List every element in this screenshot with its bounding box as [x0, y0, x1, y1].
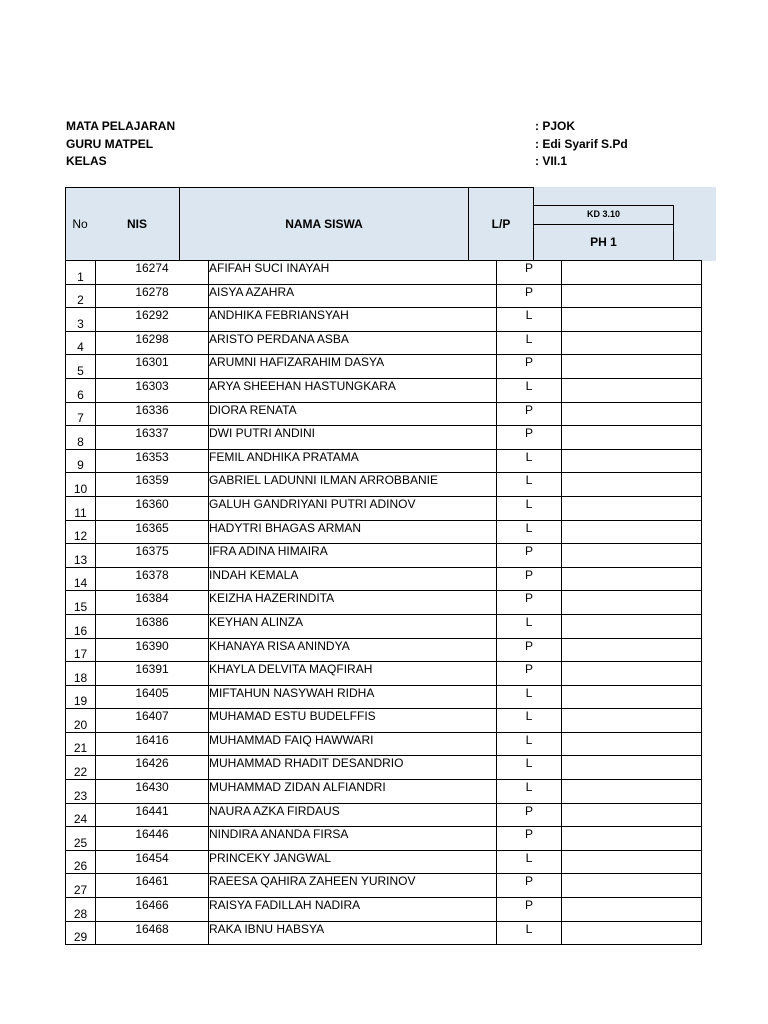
- ph1-score-cell[interactable]: [562, 261, 702, 285]
- nis-cell: 16336: [96, 402, 209, 426]
- student-name-cell: MUHAMAD ESTU BUDELFFIS: [209, 709, 497, 733]
- table-row: [66, 544, 702, 568]
- student-name-cell: ANDHIKA FEBRIANSYAH: [209, 308, 497, 332]
- table-row: [66, 308, 702, 332]
- row-number-cell: 28: [66, 898, 96, 922]
- student-name-cell: GALUH GANDRIYANI PUTRI ADINOV: [209, 496, 497, 520]
- gender-cell: L: [497, 850, 562, 874]
- row-number-cell: 13: [66, 544, 96, 568]
- ph1-score-cell[interactable]: [562, 473, 702, 497]
- row-number-cell: 16: [66, 614, 96, 638]
- table-row: [66, 614, 702, 638]
- row-number-cell: 3: [66, 308, 96, 332]
- row-number-cell: 27: [66, 874, 96, 898]
- row-number-cell: 1: [66, 261, 96, 285]
- student-name-cell: MUHAMMAD FAIQ HAWWARI: [209, 732, 497, 756]
- table-row: [66, 874, 702, 898]
- table-row: [66, 662, 702, 686]
- row-number-cell: 4: [66, 331, 96, 355]
- row-number-cell: 14: [66, 567, 96, 591]
- ph1-score-cell[interactable]: [562, 449, 702, 473]
- teacher-label: GURU MATPEL: [66, 136, 154, 151]
- nis-cell: 16430: [96, 780, 209, 804]
- table-row: [66, 827, 702, 851]
- ph1-score-cell[interactable]: [562, 780, 702, 804]
- table-row: [66, 803, 702, 827]
- gender-cell: P: [497, 567, 562, 591]
- gender-cell: P: [497, 803, 562, 827]
- gender-cell: L: [497, 685, 562, 709]
- header-nis-label: NIS: [126, 217, 147, 231]
- table-row: [66, 331, 702, 355]
- table-row: [66, 591, 702, 615]
- table-row: [66, 449, 702, 473]
- teacher-row: [66, 136, 666, 154]
- student-name-cell: AFIFAH SUCI INAYAH: [209, 261, 497, 285]
- nis-cell: 16365: [96, 520, 209, 544]
- ph1-score-cell[interactable]: [562, 378, 702, 402]
- nis-cell: 16274: [96, 261, 209, 285]
- ph1-score-cell[interactable]: [562, 284, 702, 308]
- table-row: [66, 426, 702, 450]
- gender-cell: P: [497, 827, 562, 851]
- gender-cell: P: [497, 591, 562, 615]
- gender-cell: L: [497, 308, 562, 332]
- table-row: [66, 685, 702, 709]
- row-number-cell: 12: [66, 520, 96, 544]
- nis-cell: 16441: [96, 803, 209, 827]
- ph1-score-cell[interactable]: [562, 331, 702, 355]
- student-name-cell: RAKA IBNU HABSYA: [209, 921, 497, 945]
- nis-cell: 16301: [96, 355, 209, 379]
- student-name-cell: KEYHAN ALINZA: [209, 614, 497, 638]
- gender-cell: P: [497, 544, 562, 568]
- ph1-score-cell[interactable]: [562, 426, 702, 450]
- row-number-cell: 5: [66, 355, 96, 379]
- row-number-cell: 7: [66, 402, 96, 426]
- nis-cell: 16298: [96, 331, 209, 355]
- student-name-cell: IFRA ADINA HIMAIRA: [209, 544, 497, 568]
- nis-cell: 16454: [96, 850, 209, 874]
- ph1-score-cell[interactable]: [562, 402, 702, 426]
- subject-value: : PJOK: [535, 119, 576, 133]
- ph1-score-cell[interactable]: [562, 732, 702, 756]
- row-number-cell: 22: [66, 756, 96, 780]
- row-number-cell: 25: [66, 827, 96, 851]
- nis-cell: 16360: [96, 496, 209, 520]
- table-row: [66, 496, 702, 520]
- student-name-cell: NINDIRA ANANDA FIRSA: [209, 827, 497, 851]
- ph1-score-cell[interactable]: [562, 709, 702, 733]
- table-row: [66, 567, 702, 591]
- header-name-label: NAMA SISWA: [285, 217, 363, 231]
- row-number-cell: 17: [66, 638, 96, 662]
- row-number-cell: 23: [66, 780, 96, 804]
- ph1-score-cell[interactable]: [562, 756, 702, 780]
- header-kd-label: KD 3.10: [586, 209, 621, 219]
- table-row: [66, 898, 702, 922]
- subject-label: MATA PELAJARAN: [66, 119, 176, 133]
- ph1-score-cell[interactable]: [562, 355, 702, 379]
- nis-cell: 16384: [96, 591, 209, 615]
- gender-cell: P: [497, 426, 562, 450]
- nis-cell: 16359: [96, 473, 209, 497]
- header-ph: [533, 224, 674, 261]
- header-ph-label: PH 1: [590, 235, 617, 249]
- table-row: [66, 520, 702, 544]
- table-row: [66, 638, 702, 662]
- student-name-cell: HADYTRI BHAGAS ARMAN: [209, 520, 497, 544]
- nis-cell: 16378: [96, 567, 209, 591]
- nis-cell: 16466: [96, 898, 209, 922]
- nis-cell: 16386: [96, 614, 209, 638]
- header-gender: [468, 187, 534, 261]
- gender-cell: L: [497, 709, 562, 733]
- ph1-score-cell[interactable]: [562, 638, 702, 662]
- table-row: [66, 261, 702, 285]
- nis-cell: 16375: [96, 544, 209, 568]
- student-name-cell: DWI PUTRI ANDINI: [209, 426, 497, 450]
- nis-cell: 16391: [96, 662, 209, 686]
- gender-cell: L: [497, 496, 562, 520]
- subject-row: [66, 118, 666, 136]
- ph1-score-cell[interactable]: [562, 850, 702, 874]
- nis-cell: 16390: [96, 638, 209, 662]
- student-name-cell: MIFTAHUN NASYWAH RIDHA: [209, 685, 497, 709]
- gender-cell: P: [497, 874, 562, 898]
- row-number-cell: 21: [66, 732, 96, 756]
- nis-cell: 16405: [96, 685, 209, 709]
- gender-cell: L: [497, 780, 562, 804]
- gender-cell: P: [497, 898, 562, 922]
- row-number-cell: 18: [66, 662, 96, 686]
- gender-cell: P: [497, 355, 562, 379]
- ph1-score-cell[interactable]: [562, 308, 702, 332]
- gender-cell: P: [497, 638, 562, 662]
- row-number-cell: 8: [66, 426, 96, 450]
- ph1-score-cell[interactable]: [562, 685, 702, 709]
- header-name: [179, 187, 469, 261]
- student-name-cell: ARISTO PERDANA ASBA: [209, 331, 497, 355]
- table-row: [66, 473, 702, 497]
- header-kd: [533, 205, 674, 225]
- gender-cell: L: [497, 614, 562, 638]
- nis-cell: 16407: [96, 709, 209, 733]
- table-row: [66, 780, 702, 804]
- table-row: [66, 355, 702, 379]
- student-table: [65, 260, 702, 945]
- student-table-body: [66, 261, 702, 945]
- row-number-cell: 24: [66, 803, 96, 827]
- student-name-cell: AISYA AZAHRA: [209, 284, 497, 308]
- row-number-cell: 26: [66, 850, 96, 874]
- ph1-score-cell[interactable]: [562, 921, 702, 945]
- gender-cell: P: [497, 261, 562, 285]
- nis-cell: 16337: [96, 426, 209, 450]
- table-row: [66, 709, 702, 733]
- nis-cell: 16446: [96, 827, 209, 851]
- header-nis: [94, 187, 180, 261]
- nis-cell: 16416: [96, 732, 209, 756]
- table-row: [66, 402, 702, 426]
- student-name-cell: INDAH KEMALA: [209, 567, 497, 591]
- table-row: [66, 732, 702, 756]
- student-name-cell: RAISYA FADILLAH NADIRA: [209, 898, 497, 922]
- student-name-cell: ARYA SHEEHAN HASTUNGKARA: [209, 378, 497, 402]
- student-name-cell: KHANAYA RISA ANINDYA: [209, 638, 497, 662]
- student-name-cell: MUHAMMAD ZIDAN ALFIANDRI: [209, 780, 497, 804]
- student-name-cell: NAURA AZKA FIRDAUS: [209, 803, 497, 827]
- ph1-score-cell[interactable]: [562, 662, 702, 686]
- gender-cell: L: [497, 756, 562, 780]
- gender-cell: L: [497, 520, 562, 544]
- table-row: [66, 284, 702, 308]
- header-no-label: No: [72, 217, 88, 231]
- student-name-cell: ARUMNI HAFIZARAHIM DASYA: [209, 355, 497, 379]
- gender-cell: P: [497, 402, 562, 426]
- nis-cell: 16468: [96, 921, 209, 945]
- document-meta: [66, 118, 666, 171]
- table-row: [66, 921, 702, 945]
- ph1-score-cell[interactable]: [562, 898, 702, 922]
- gender-cell: L: [497, 378, 562, 402]
- gender-cell: P: [497, 662, 562, 686]
- student-name-cell: PRINCEKY JANGWAL: [209, 850, 497, 874]
- nis-cell: 16461: [96, 874, 209, 898]
- gender-cell: L: [497, 473, 562, 497]
- ph1-score-cell[interactable]: [562, 591, 702, 615]
- table-row: [66, 850, 702, 874]
- gender-cell: L: [497, 921, 562, 945]
- student-name-cell: KEIZHA HAZERINDITA: [209, 591, 497, 615]
- ph1-score-cell[interactable]: [562, 874, 702, 898]
- row-number-cell: 15: [66, 591, 96, 615]
- gender-cell: P: [497, 284, 562, 308]
- class-value: : VII.1: [535, 154, 568, 168]
- row-number-cell: 6: [66, 378, 96, 402]
- nis-cell: 16303: [96, 378, 209, 402]
- gender-cell: L: [497, 449, 562, 473]
- row-number-cell: 29: [66, 921, 96, 945]
- teacher-value: : Edi Syarif S.Pd: [535, 136, 628, 151]
- student-name-cell: KHAYLA DELVITA MAQFIRAH: [209, 662, 497, 686]
- ph1-score-cell[interactable]: [562, 496, 702, 520]
- row-number-cell: 20: [66, 709, 96, 733]
- gender-cell: L: [497, 732, 562, 756]
- ph1-score-cell[interactable]: [562, 567, 702, 591]
- row-number-cell: 2: [66, 284, 96, 308]
- ph1-score-cell[interactable]: [562, 803, 702, 827]
- ph1-score-cell[interactable]: [562, 614, 702, 638]
- class-row: [66, 153, 666, 171]
- row-number-cell: 11: [66, 496, 96, 520]
- nis-cell: 16353: [96, 449, 209, 473]
- ph1-score-cell[interactable]: [562, 827, 702, 851]
- table-row: [66, 756, 702, 780]
- row-number-cell: 10: [66, 473, 96, 497]
- gender-cell: L: [497, 331, 562, 355]
- student-name-cell: RAEESA QAHIRA ZAHEEN YURINOV: [209, 874, 497, 898]
- nis-cell: 16278: [96, 284, 209, 308]
- student-name-cell: MUHAMMAD RHADIT DESANDRIO: [209, 756, 497, 780]
- row-number-cell: 19: [66, 685, 96, 709]
- row-number-cell: 9: [66, 449, 96, 473]
- student-name-cell: GABRIEL LADUNNI ILMAN ARROBBANIE: [209, 473, 497, 497]
- nis-cell: 16426: [96, 756, 209, 780]
- table-row: [66, 378, 702, 402]
- student-name-cell: FEMIL ANDHIKA PRATAMA: [209, 449, 497, 473]
- nis-cell: 16292: [96, 308, 209, 332]
- header-gender-label: L/P: [491, 217, 511, 231]
- ph1-score-cell[interactable]: [562, 544, 702, 568]
- ph1-score-cell[interactable]: [562, 520, 702, 544]
- student-name-cell: DIORA RENATA: [209, 402, 497, 426]
- class-label: KELAS: [66, 154, 107, 168]
